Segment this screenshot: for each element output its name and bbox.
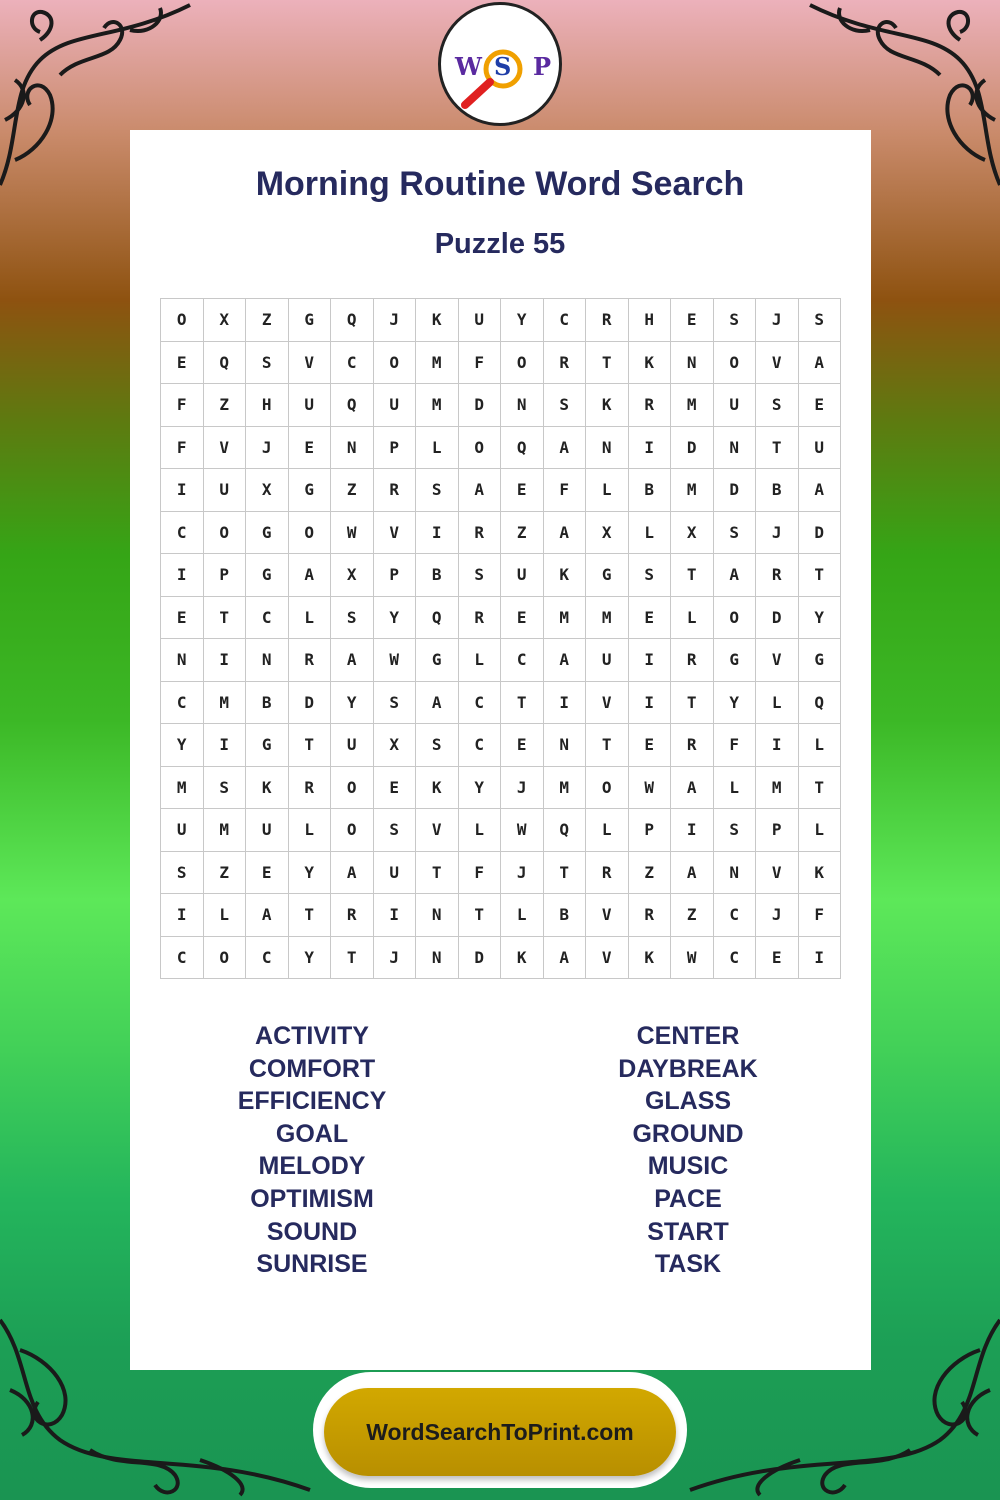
grid-cell[interactable]: U xyxy=(501,554,544,597)
grid-cell[interactable]: B xyxy=(416,554,459,597)
grid-cell[interactable]: S xyxy=(416,724,459,767)
grid-cell[interactable]: U xyxy=(288,384,331,427)
grid-cell[interactable]: G xyxy=(416,639,459,682)
grid-cell[interactable]: K xyxy=(628,936,671,979)
grid-cell[interactable]: B xyxy=(543,894,586,937)
grid-cell[interactable]: C xyxy=(246,596,289,639)
grid-cell[interactable]: V xyxy=(586,681,629,724)
grid-cell[interactable]: O xyxy=(203,936,246,979)
grid-cell[interactable]: X xyxy=(331,554,374,597)
grid-cell[interactable]: J xyxy=(373,936,416,979)
grid-cell[interactable]: K xyxy=(798,851,841,894)
grid-cell[interactable]: R xyxy=(628,894,671,937)
grid-cell[interactable]: C xyxy=(713,894,756,937)
grid-cell[interactable]: R xyxy=(586,299,629,342)
grid-cell[interactable]: A xyxy=(458,469,501,512)
grid-cell[interactable]: G xyxy=(288,469,331,512)
grid-cell[interactable]: S xyxy=(798,299,841,342)
grid-cell[interactable]: T xyxy=(501,681,544,724)
grid-cell[interactable]: Y xyxy=(288,936,331,979)
grid-row xyxy=(161,384,841,427)
grid-cell[interactable]: E xyxy=(798,384,841,427)
grid-cell[interactable]: O xyxy=(331,809,374,852)
grid-cell[interactable]: D xyxy=(458,384,501,427)
grid-cell[interactable]: S xyxy=(628,554,671,597)
grid-cell[interactable]: N xyxy=(246,639,289,682)
grid-cell[interactable]: N xyxy=(416,894,459,937)
grid-row xyxy=(161,469,841,512)
grid-cell[interactable]: A xyxy=(671,766,714,809)
puzzle-number: Puzzle 55 xyxy=(434,228,566,260)
grid-cell[interactable]: M xyxy=(203,809,246,852)
grid-cell[interactable]: Y xyxy=(713,681,756,724)
grid-row xyxy=(161,681,841,724)
word-item: DAYBREAK xyxy=(618,1054,758,1083)
grid-cell[interactable]: F xyxy=(458,341,501,384)
grid-cell[interactable]: T xyxy=(586,724,629,767)
grid-cell[interactable]: Q xyxy=(203,341,246,384)
grid-cell[interactable]: A xyxy=(246,894,289,937)
grid-cell[interactable]: M xyxy=(586,596,629,639)
grid-cell[interactable]: V xyxy=(756,341,799,384)
grid-cell[interactable]: J xyxy=(756,299,799,342)
grid-cell[interactable]: I xyxy=(203,724,246,767)
word-item: SOUND xyxy=(266,1217,358,1246)
grid-cell[interactable]: Q xyxy=(416,596,459,639)
grid-cell[interactable]: I xyxy=(373,894,416,937)
grid-cell[interactable]: A xyxy=(798,341,841,384)
grid-cell[interactable]: N xyxy=(416,936,459,979)
grid-cell[interactable]: V xyxy=(586,936,629,979)
grid-cell[interactable]: G xyxy=(288,299,331,342)
grid-cell[interactable]: K xyxy=(416,299,459,342)
word-item: GLASS xyxy=(644,1087,732,1116)
grid-cell[interactable]: N xyxy=(713,851,756,894)
word-item: GOAL xyxy=(275,1119,349,1148)
grid-cell[interactable]: R xyxy=(756,554,799,597)
grid-cell[interactable]: S xyxy=(713,809,756,852)
grid-cell[interactable]: U xyxy=(713,384,756,427)
grid-cell[interactable]: A xyxy=(798,469,841,512)
grid-cell[interactable]: L xyxy=(756,681,799,724)
website-button[interactable] xyxy=(324,1388,676,1476)
grid-cell[interactable]: S xyxy=(713,299,756,342)
grid-cell[interactable]: C xyxy=(161,511,204,554)
grid-cell[interactable]: M xyxy=(671,384,714,427)
grid-cell[interactable]: I xyxy=(416,511,459,554)
grid-row xyxy=(161,639,841,682)
grid-cell[interactable]: T xyxy=(288,724,331,767)
grid-cell[interactable]: I xyxy=(161,894,204,937)
grid-row xyxy=(161,554,841,597)
grid-cell[interactable]: O xyxy=(713,341,756,384)
grid-cell[interactable]: U xyxy=(458,299,501,342)
grid-cell[interactable]: F xyxy=(798,894,841,937)
grid-cell[interactable]: G xyxy=(246,724,289,767)
grid-cell[interactable]: J xyxy=(373,299,416,342)
grid-row xyxy=(161,766,841,809)
grid-cell[interactable]: X xyxy=(246,469,289,512)
grid-cell[interactable]: H xyxy=(246,384,289,427)
word-item: TASK xyxy=(654,1250,722,1279)
grid-cell[interactable]: T xyxy=(671,681,714,724)
grid-cell[interactable]: R xyxy=(458,596,501,639)
page-title: Morning Routine Word Search xyxy=(255,165,745,203)
grid-cell[interactable]: L xyxy=(798,809,841,852)
grid-cell[interactable]: E xyxy=(671,299,714,342)
grid-cell[interactable]: E xyxy=(501,596,544,639)
grid-cell[interactable]: G xyxy=(586,554,629,597)
word-item: OPTIMISM xyxy=(250,1184,374,1213)
grid-cell[interactable]: C xyxy=(161,936,204,979)
grid-cell[interactable]: G xyxy=(713,639,756,682)
grid-cell[interactable]: W xyxy=(373,639,416,682)
grid-cell[interactable]: I xyxy=(756,724,799,767)
grid-cell[interactable]: T xyxy=(798,554,841,597)
grid-cell[interactable]: A xyxy=(543,426,586,469)
grid-cell[interactable]: Q xyxy=(543,809,586,852)
grid-cell[interactable]: E xyxy=(373,766,416,809)
grid-cell[interactable]: C xyxy=(713,936,756,979)
grid-cell[interactable]: T xyxy=(331,936,374,979)
grid-cell[interactable]: M xyxy=(671,469,714,512)
grid-cell[interactable]: S xyxy=(543,384,586,427)
grid-cell[interactable]: R xyxy=(288,766,331,809)
grid-cell[interactable]: U xyxy=(331,724,374,767)
grid-cell[interactable]: V xyxy=(203,426,246,469)
grid-cell[interactable]: V xyxy=(756,851,799,894)
grid-cell[interactable]: E xyxy=(161,341,204,384)
grid-row xyxy=(161,809,841,852)
grid-cell[interactable]: L xyxy=(501,894,544,937)
grid-cell[interactable]: T xyxy=(756,426,799,469)
grid-cell[interactable]: L xyxy=(458,639,501,682)
grid-cell[interactable]: C xyxy=(458,724,501,767)
grid-cell[interactable]: Q xyxy=(798,681,841,724)
word-item: START xyxy=(647,1217,729,1246)
grid-cell[interactable]: N xyxy=(671,341,714,384)
grid-cell[interactable]: E xyxy=(501,469,544,512)
grid-cell[interactable]: E xyxy=(756,936,799,979)
word-list-right xyxy=(538,1020,838,1281)
grid-cell[interactable]: R xyxy=(671,639,714,682)
grid-cell[interactable]: M xyxy=(203,681,246,724)
letter-grid xyxy=(160,298,841,979)
word-item: MELODY xyxy=(258,1152,366,1181)
grid-cell[interactable]: P xyxy=(756,809,799,852)
grid-cell[interactable]: K xyxy=(543,554,586,597)
grid-cell[interactable]: Z xyxy=(671,894,714,937)
grid-cell[interactable]: S xyxy=(373,809,416,852)
grid-cell[interactable]: J xyxy=(501,851,544,894)
grid-cell[interactable]: S xyxy=(161,851,204,894)
grid-cell[interactable]: Z xyxy=(331,469,374,512)
grid-cell[interactable]: S xyxy=(331,596,374,639)
grid-cell[interactable]: A xyxy=(331,639,374,682)
grid-cell[interactable]: L xyxy=(671,596,714,639)
grid-cell[interactable]: V xyxy=(416,809,459,852)
grid-cell[interactable]: K xyxy=(246,766,289,809)
grid-cell[interactable]: I xyxy=(628,639,671,682)
grid-cell[interactable]: I xyxy=(543,681,586,724)
grid-cell[interactable]: S xyxy=(713,511,756,554)
logo-letter-p: P xyxy=(533,52,552,81)
grid-cell[interactable]: I xyxy=(628,681,671,724)
grid-row xyxy=(161,426,841,469)
grid-cell[interactable]: R xyxy=(586,851,629,894)
grid-cell[interactable]: V xyxy=(288,341,331,384)
grid-cell[interactable]: M xyxy=(416,384,459,427)
grid-cell[interactable]: Q xyxy=(331,384,374,427)
grid-cell[interactable]: N xyxy=(161,639,204,682)
grid-cell[interactable]: U xyxy=(246,809,289,852)
grid-cell[interactable]: R xyxy=(331,894,374,937)
grid-cell[interactable]: D xyxy=(756,596,799,639)
grid-cell[interactable]: O xyxy=(161,299,204,342)
grid-cell[interactable]: A xyxy=(671,851,714,894)
grid-cell[interactable]: I xyxy=(203,639,246,682)
grid-cell[interactable]: P xyxy=(203,554,246,597)
grid-cell[interactable]: W xyxy=(331,511,374,554)
grid-cell[interactable]: C xyxy=(501,639,544,682)
grid-cell[interactable]: M xyxy=(416,341,459,384)
wsp-logo xyxy=(438,2,562,126)
grid-row xyxy=(161,299,841,342)
grid-cell[interactable]: A xyxy=(416,681,459,724)
grid-cell[interactable]: Z xyxy=(628,851,671,894)
grid-cell[interactable]: T xyxy=(288,894,331,937)
grid-cell[interactable]: U xyxy=(586,639,629,682)
grid-cell[interactable]: T xyxy=(458,894,501,937)
grid-row xyxy=(161,894,841,937)
grid-cell[interactable]: S xyxy=(756,384,799,427)
grid-cell[interactable]: R xyxy=(671,724,714,767)
grid-cell[interactable]: R xyxy=(543,341,586,384)
grid-cell[interactable]: C xyxy=(458,681,501,724)
grid-cell[interactable]: D xyxy=(288,681,331,724)
grid-cell[interactable]: L xyxy=(288,596,331,639)
grid-cell[interactable]: O xyxy=(501,341,544,384)
grid-cell[interactable]: B xyxy=(628,469,671,512)
grid-cell[interactable]: X xyxy=(203,299,246,342)
grid-cell[interactable]: D xyxy=(458,936,501,979)
grid-cell[interactable]: L xyxy=(798,724,841,767)
grid-cell[interactable]: C xyxy=(331,341,374,384)
grid-cell[interactable]: A xyxy=(288,554,331,597)
grid-cell[interactable]: T xyxy=(203,596,246,639)
grid-cell[interactable]: E xyxy=(628,724,671,767)
grid-cell[interactable]: O xyxy=(373,341,416,384)
grid-cell[interactable]: T xyxy=(671,554,714,597)
grid-cell[interactable]: N xyxy=(713,426,756,469)
grid-cell[interactable]: B xyxy=(246,681,289,724)
grid-cell[interactable]: E xyxy=(501,724,544,767)
grid-cell[interactable]: B xyxy=(756,469,799,512)
grid-cell[interactable]: S xyxy=(246,341,289,384)
grid-cell[interactable]: G xyxy=(246,511,289,554)
grid-cell[interactable]: C xyxy=(161,681,204,724)
grid-cell[interactable]: L xyxy=(203,894,246,937)
grid-cell[interactable]: K xyxy=(586,384,629,427)
grid-cell[interactable]: V xyxy=(756,639,799,682)
grid-cell[interactable]: Y xyxy=(798,596,841,639)
word-item: MUSIC xyxy=(647,1152,729,1181)
grid-cell[interactable]: F xyxy=(458,851,501,894)
word-item: ACTIVITY xyxy=(255,1022,369,1050)
grid-cell[interactable]: Q xyxy=(331,299,374,342)
grid-cell[interactable]: Q xyxy=(501,426,544,469)
grid-cell[interactable]: M xyxy=(543,766,586,809)
grid-cell[interactable]: A xyxy=(543,936,586,979)
grid-cell[interactable]: K xyxy=(416,766,459,809)
grid-cell[interactable]: R xyxy=(288,639,331,682)
grid-cell[interactable]: L xyxy=(586,469,629,512)
grid-cell[interactable]: Y xyxy=(458,766,501,809)
grid-cell[interactable]: L xyxy=(288,809,331,852)
word-list-left xyxy=(162,1020,462,1281)
grid-cell[interactable]: T xyxy=(416,851,459,894)
grid-row xyxy=(161,724,841,767)
grid-cell[interactable]: Y xyxy=(501,299,544,342)
logo-letter-s: S xyxy=(494,52,512,81)
grid-cell[interactable]: F xyxy=(713,724,756,767)
grid-cell[interactable]: R xyxy=(458,511,501,554)
grid-cell[interactable]: I xyxy=(671,809,714,852)
grid-cell[interactable]: L xyxy=(416,426,459,469)
grid-cell[interactable]: X xyxy=(373,724,416,767)
grid-cell[interactable]: N xyxy=(501,384,544,427)
grid-cell[interactable]: O xyxy=(203,511,246,554)
grid-cell[interactable]: V xyxy=(586,894,629,937)
grid-cell[interactable]: K xyxy=(628,341,671,384)
grid-cell[interactable]: R xyxy=(373,469,416,512)
grid-cell[interactable]: Y xyxy=(373,596,416,639)
grid-cell[interactable]: H xyxy=(628,299,671,342)
grid-cell[interactable]: P xyxy=(373,554,416,597)
grid-cell[interactable]: U xyxy=(161,809,204,852)
grid-cell[interactable]: A xyxy=(543,639,586,682)
grid-cell[interactable]: J xyxy=(756,511,799,554)
grid-cell[interactable]: L xyxy=(458,809,501,852)
grid-cell[interactable]: J xyxy=(246,426,289,469)
grid-cell[interactable]: U xyxy=(373,851,416,894)
grid-row xyxy=(161,851,841,894)
grid-cell[interactable]: Z xyxy=(501,511,544,554)
grid-cell[interactable]: U xyxy=(798,426,841,469)
grid-cell[interactable]: A xyxy=(713,554,756,597)
grid-cell[interactable]: S xyxy=(203,766,246,809)
grid-cell[interactable]: Z xyxy=(246,299,289,342)
grid-cell[interactable]: O xyxy=(288,511,331,554)
grid-cell[interactable]: T xyxy=(586,341,629,384)
grid-cell[interactable]: G xyxy=(798,639,841,682)
grid-cell[interactable]: P xyxy=(628,809,671,852)
grid-cell[interactable]: S xyxy=(416,469,459,512)
grid-cell[interactable]: J xyxy=(756,894,799,937)
grid-cell[interactable]: Y xyxy=(161,724,204,767)
grid-cell[interactable]: D xyxy=(713,469,756,512)
word-item: COMFORT xyxy=(248,1054,376,1083)
grid-cell[interactable]: E xyxy=(628,596,671,639)
grid-cell[interactable]: F xyxy=(543,469,586,512)
grid-cell[interactable]: N xyxy=(586,426,629,469)
word-item: CENTER xyxy=(636,1022,740,1050)
grid-cell[interactable]: R xyxy=(628,384,671,427)
grid-cell[interactable]: M xyxy=(161,766,204,809)
website-label: WordSearchToPrint.com xyxy=(366,1418,634,1445)
grid-cell[interactable]: M xyxy=(543,596,586,639)
grid-cell[interactable]: U xyxy=(373,384,416,427)
grid-cell[interactable]: W xyxy=(628,766,671,809)
grid-cell[interactable]: V xyxy=(373,511,416,554)
grid-row xyxy=(161,936,841,979)
grid-cell[interactable]: D xyxy=(671,426,714,469)
grid-cell[interactable]: Y xyxy=(331,681,374,724)
grid-cell[interactable]: S xyxy=(373,681,416,724)
grid-cell[interactable]: Z xyxy=(203,384,246,427)
grid-cell[interactable]: L xyxy=(628,511,671,554)
grid-cell[interactable]: F xyxy=(161,384,204,427)
grid-cell[interactable]: U xyxy=(203,469,246,512)
grid-cell[interactable]: W xyxy=(501,809,544,852)
logo-letter-w: W xyxy=(455,52,482,81)
grid-cell[interactable]: T xyxy=(543,851,586,894)
word-item: EFFICIENCY xyxy=(237,1087,387,1116)
grid-cell[interactable]: I xyxy=(798,936,841,979)
grid-cell[interactable]: L xyxy=(713,766,756,809)
grid-cell[interactable]: O xyxy=(331,766,374,809)
grid-cell[interactable]: E xyxy=(161,596,204,639)
grid-cell[interactable]: L xyxy=(586,809,629,852)
grid-cell[interactable]: C xyxy=(246,936,289,979)
grid-cell[interactable]: E xyxy=(288,426,331,469)
grid-cell[interactable]: E xyxy=(246,851,289,894)
grid-cell[interactable]: O xyxy=(713,596,756,639)
grid-cell[interactable]: O xyxy=(586,766,629,809)
grid-cell[interactable]: C xyxy=(543,299,586,342)
grid-cell[interactable]: Z xyxy=(203,851,246,894)
word-item: PACE xyxy=(654,1184,722,1213)
grid-cell[interactable]: P xyxy=(373,426,416,469)
grid-cell[interactable]: M xyxy=(756,766,799,809)
grid-cell[interactable]: G xyxy=(246,554,289,597)
grid-cell[interactable]: J xyxy=(501,766,544,809)
grid-row xyxy=(161,511,841,554)
grid-cell[interactable]: I xyxy=(628,426,671,469)
grid-cell[interactable]: I xyxy=(161,554,204,597)
grid-cell[interactable]: X xyxy=(671,511,714,554)
grid-cell[interactable]: I xyxy=(161,469,204,512)
grid-cell[interactable]: D xyxy=(798,511,841,554)
grid-cell[interactable]: A xyxy=(331,851,374,894)
grid-cell[interactable]: X xyxy=(586,511,629,554)
grid-cell[interactable]: S xyxy=(458,554,501,597)
grid-row xyxy=(161,341,841,384)
grid-cell[interactable]: Y xyxy=(288,851,331,894)
grid-cell[interactable]: N xyxy=(331,426,374,469)
word-item: GROUND xyxy=(632,1119,744,1148)
grid-cell[interactable]: O xyxy=(458,426,501,469)
grid-row xyxy=(161,596,841,639)
word-item: SUNRISE xyxy=(256,1250,368,1279)
grid-cell[interactable]: T xyxy=(798,766,841,809)
grid-cell[interactable]: W xyxy=(671,936,714,979)
grid-cell[interactable]: F xyxy=(161,426,204,469)
grid-cell[interactable]: N xyxy=(543,724,586,767)
grid-cell[interactable]: A xyxy=(543,511,586,554)
grid-cell[interactable]: K xyxy=(501,936,544,979)
